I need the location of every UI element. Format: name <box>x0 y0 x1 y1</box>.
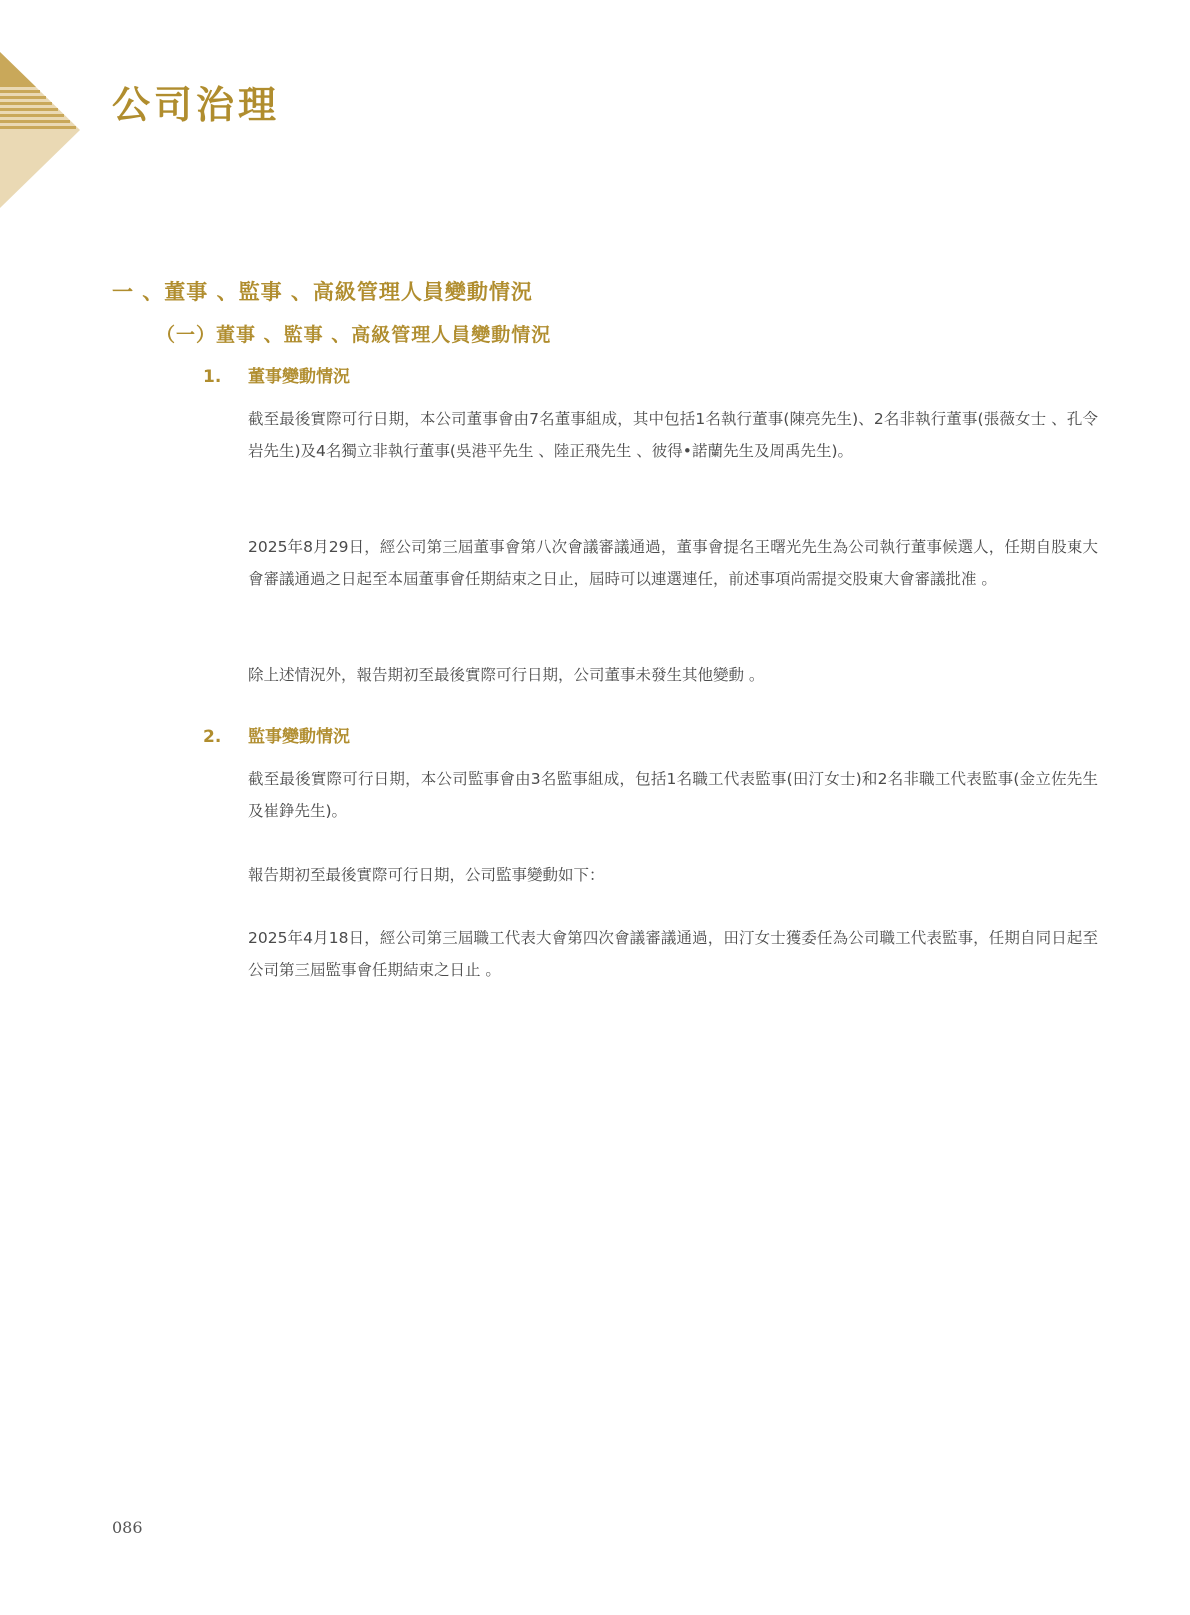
paragraph: 報告期初至最後實際可行日期，公司監事變動如下： <box>248 866 605 884</box>
item-heading-directors <box>203 362 350 387</box>
item-heading-supervisors <box>203 722 350 747</box>
paragraph: 截至最後實際可行日期，本公司監事會由3名監事組成，包括1名職工代表監事(田汀女士)和2名非職工代表監事(金立佐先生及崔錚先生)。 <box>248 770 1098 820</box>
paragraph: 除上述情況外，報告期初至最後實際可行日期，公司董事未發生其他變動 。 <box>248 666 765 684</box>
paragraph: 2025年4月18日，經公司第三屆職工代表大會第四次會議審議通過，田汀女士獲委任為公司職工代表監事，任期自同日起至公司第三屆監事會任期結束之日止 。 <box>248 929 1098 979</box>
item-title: 監事變動情況 <box>248 727 350 747</box>
page-title: 公司治理 <box>112 82 281 127</box>
corner-decoration <box>0 52 80 212</box>
section-subheading: （一）董事 、監事 、高級管理人員變動情況 <box>156 324 552 346</box>
section-heading: 一 、董事 、監事 、高級管理人員變動情況 <box>112 280 533 304</box>
paragraph: 截至最後實際可行日期，本公司董事會由7名董事組成，其中包括1名執行董事(陳亮先生)、2名非執行董事(張薇女士 、孔令岩先生)及4名獨立非執行董事(吳港平先生 、陸正飛先生 、彼得•諾蘭先生及周禹先生)。 <box>248 410 1098 460</box>
page-number: 086 <box>112 1518 143 1537</box>
item-number: 2. <box>203 727 222 747</box>
item-number: 1. <box>203 367 222 387</box>
paragraph: 2025年8月29日，經公司第三屆董事會第八次會議審議通過，董事會提名王曙光先生為公司執行董事候選人，任期自股東大會審議通過之日起至本屆董事會任期結束之日止，屆時可以連選連任，前述事項尚需提交股東大會審議批准 。 <box>248 538 1098 588</box>
item-title: 董事變動情況 <box>248 367 350 387</box>
